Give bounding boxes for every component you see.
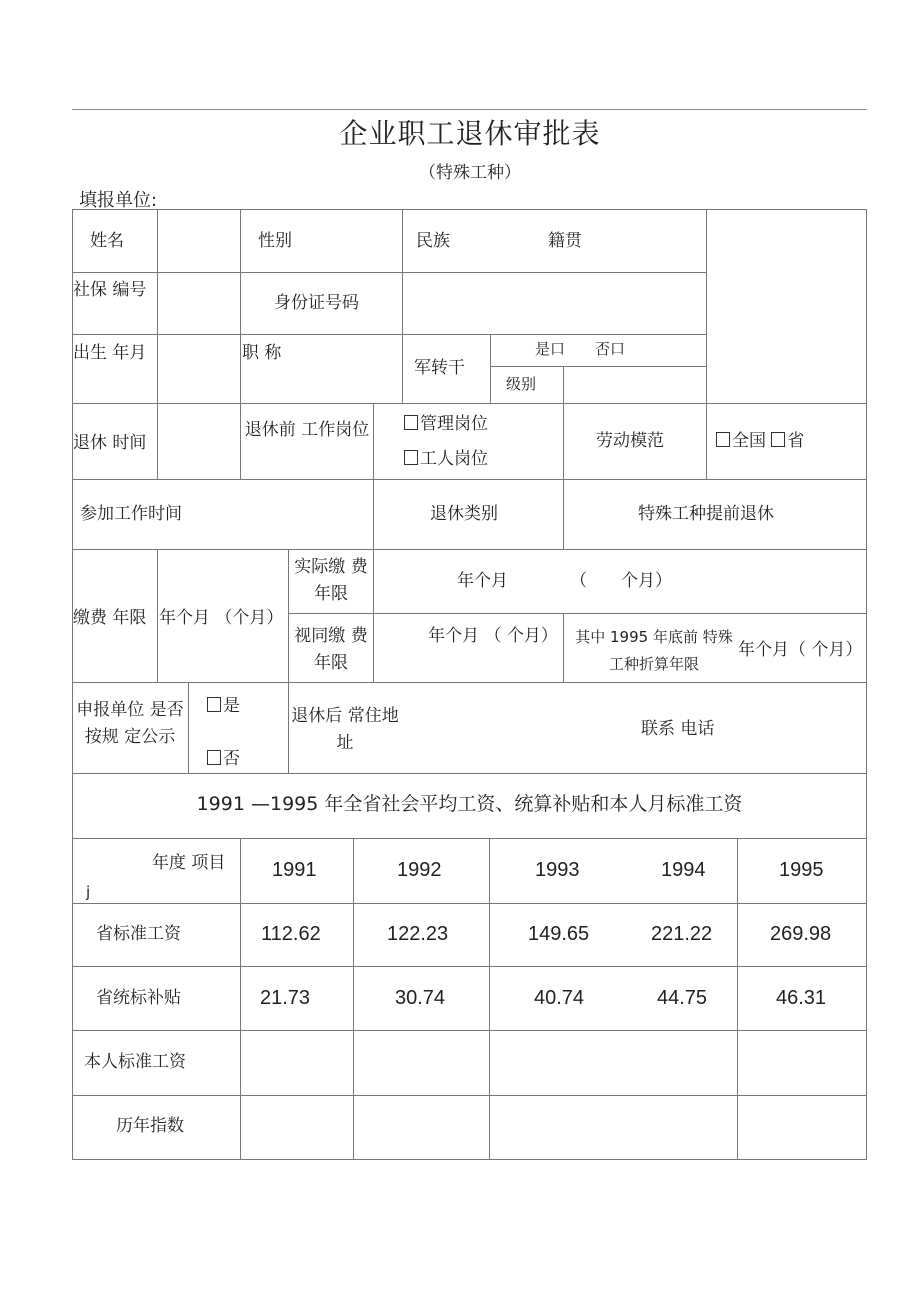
work-start-label: 参加工作时间 (80, 504, 182, 524)
grid-line (402, 209, 403, 404)
grid-line (240, 838, 241, 1160)
publicize-no-option[interactable]: 否 (207, 746, 240, 773)
grid-line (72, 966, 867, 967)
form-subtitle: （特殊工种） (419, 163, 521, 183)
pay-years-value: 年个月 （个月） (159, 608, 284, 628)
retire-type-value: 特殊工种提前退休 (638, 504, 774, 524)
grid-line (188, 682, 189, 774)
table-cell: 112.62 (261, 923, 321, 945)
actual-pay-label: 实际缴 费年限 (294, 557, 368, 604)
grid-line (373, 403, 374, 550)
checkbox-icon[interactable] (404, 450, 418, 465)
wage-table-caption: 1991 —1995 年全省社会平均工资、统算补贴和本人月标准工资 (196, 793, 743, 815)
actual-pay-value: 年个月 (457, 571, 508, 591)
grid-line (72, 334, 706, 335)
checkbox-icon[interactable] (207, 750, 221, 765)
grid-line (72, 1030, 867, 1031)
grid-line (72, 479, 867, 480)
table-cell: 46.31 (776, 987, 827, 1009)
form-border (72, 209, 867, 774)
row-label-personal-wage: 本人标准工资 (84, 1052, 186, 1072)
top-rule (72, 109, 867, 110)
grid-line (706, 209, 707, 480)
row-label-provincial-subsidy: 省统标补贴 (96, 988, 181, 1008)
level-label: 级别 (506, 375, 537, 393)
grid-line (288, 613, 867, 614)
table-cell: 122.23 (387, 923, 449, 945)
grid-line (72, 272, 706, 273)
special-conversion-label: 其中 1995 年底前 特殊工种折算年限 (575, 628, 733, 673)
publicize-yes-option[interactable]: 是 (207, 693, 240, 720)
retire-time-label: 退休 时间 (73, 433, 147, 453)
grid-line (490, 334, 491, 404)
retire-type-label: 退休类别 (430, 504, 498, 524)
id-number-label: 身份证号码 (274, 293, 359, 313)
form-title: 企业职工退休审批表 (339, 117, 601, 150)
table-cell: 44.75 (657, 987, 708, 1009)
publicize-label: 申报单位 是否按规 定公示 (76, 700, 184, 747)
grid-line (72, 838, 867, 839)
grid-line (737, 838, 738, 1160)
table-cell: 21.73 (260, 987, 311, 1009)
grid-line (157, 549, 158, 683)
ethnicity-label: 民族 (416, 231, 450, 251)
labor-model-label: 劳动模范 (596, 431, 664, 451)
row-label-provincial-wage: 省标准工资 (96, 924, 181, 944)
table-cell: 269.98 (770, 923, 832, 945)
address-label: 退休后 常住地址 (291, 706, 399, 753)
grid-line (72, 1095, 867, 1096)
management-post-option[interactable]: 管理岗位 (404, 411, 488, 438)
table-cell: 149.65 (528, 923, 590, 945)
grid-line (353, 838, 354, 1160)
table-cell: 30.74 (395, 987, 446, 1009)
checkbox-icon[interactable] (716, 432, 730, 447)
phone-label: 联系 电话 (641, 719, 715, 739)
gender-label: 性别 (258, 231, 292, 251)
military-cadre-label: 军转干 (414, 358, 465, 378)
row-label-annual-index: 历年指数 (116, 1116, 184, 1136)
year-header: 1991 (272, 859, 317, 881)
grid-line (72, 403, 867, 404)
previous-post-label: 退休前 工作岗位 (244, 420, 370, 440)
year-header: 1993 (535, 859, 580, 881)
table-cell: 221.22 (651, 923, 713, 945)
grid-line (240, 403, 241, 480)
grid-line (157, 403, 158, 480)
corner-mark: j (86, 883, 91, 901)
social-security-label: 社保 编号 (73, 280, 147, 300)
grid-line (72, 549, 867, 550)
grid-line (563, 403, 564, 550)
grid-line (489, 838, 490, 1160)
year-header: 1994 (661, 859, 706, 881)
deemed-pay-label: 视同缴 费年限 (294, 626, 368, 673)
grid-line (157, 209, 158, 404)
native-place-label: 籍贯 (548, 231, 582, 251)
checkbox-icon[interactable] (771, 432, 785, 447)
labor-model-options[interactable]: 全国 省 (716, 428, 804, 455)
name-label: 姓名 (90, 231, 124, 251)
deemed-pay-value: 年个月 （ 个月） (428, 626, 558, 646)
grid-line (490, 366, 706, 367)
reporting-unit-label: 填报单位: (79, 190, 158, 211)
worker-post-option[interactable]: 工人岗位 (404, 446, 488, 473)
actual-pay-months: （ 个月） (570, 571, 672, 591)
year-header: 1992 (397, 859, 442, 881)
job-title-label: 职 称 (242, 343, 282, 363)
corner-header: 年度 项目 (152, 853, 226, 873)
year-header: 1995 (779, 859, 824, 881)
military-yes-no: 是口 否口 (535, 340, 626, 358)
grid-line (72, 682, 867, 683)
special-conversion-value: 年个月（ 个月） (738, 640, 863, 660)
grid-line (240, 209, 241, 404)
pay-years-label: 缴费 年限 (73, 608, 147, 628)
table-cell: 40.74 (534, 987, 585, 1009)
grid-line (72, 903, 867, 904)
checkbox-icon[interactable] (207, 697, 221, 712)
checkbox-icon[interactable] (404, 415, 418, 430)
grid-line (563, 366, 564, 404)
birth-date-label: 出生 年月 (73, 343, 147, 363)
